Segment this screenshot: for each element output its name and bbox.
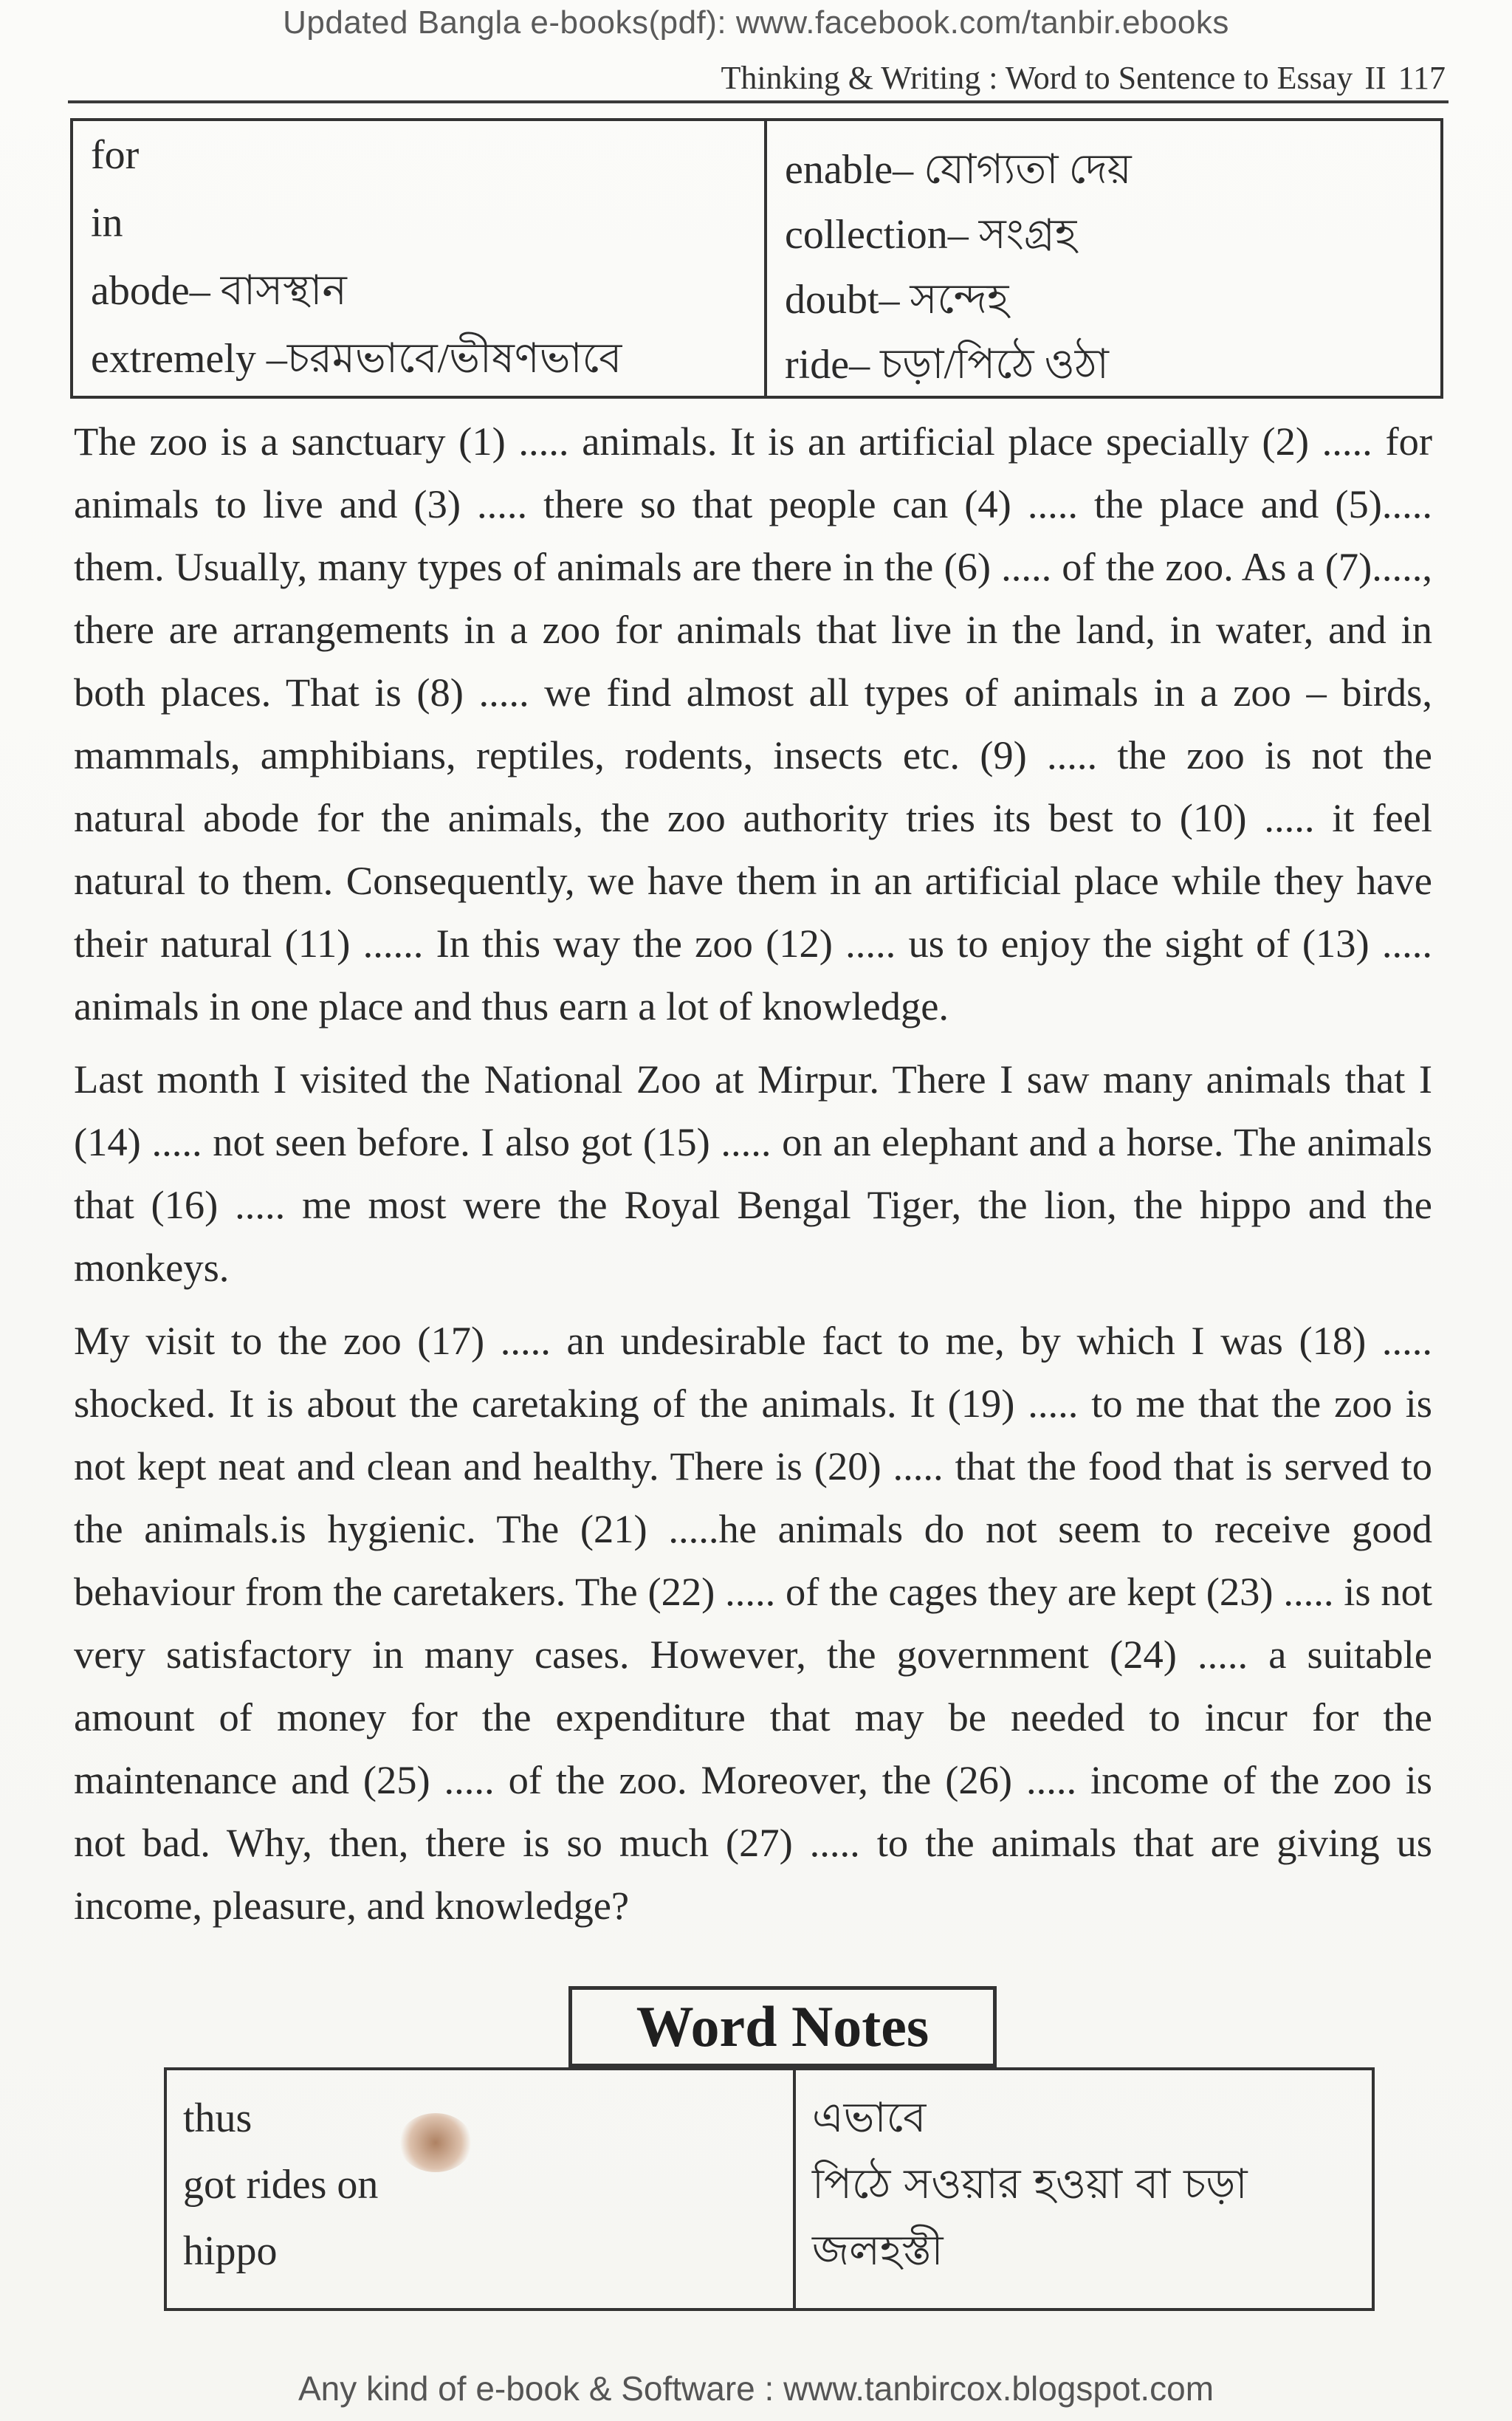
page-stain [399,2113,472,2172]
vocabulary-table [70,118,1443,399]
passage-paragraph: Last month I visited the National Zoo at Mirpur. There I saw many animals that I (14) ..... not seen before. I also got (15) ..... on an elephant and a horse. The animals that (16) ..... me most were the Royal Bengal Tiger, the lion, the hippo and the monkeys. [74,1057,1432,1290]
top-banner: Updated Bangla e-books(pdf): www.facebook.com/tanbir.ebooks [283,4,1229,41]
passage-paragraph: My visit to the zoo (17) ..... an undesirable fact to me, by which I was (18) ..... shocked. It is about the caretaking of the animals. It (19) ..... to me that the zoo is not kept neat and clean and healthy. There is (20) ..... that the food that is served to the animals.is hygienic. The (21) .....he animals do not seem to receive good behaviour from the caretakers. The (22) ..... of the cages they are kept (23) ..... is not very satisfactory in many cases. However, the government (24) ..... a suitable amount of money for the expenditure that may be needed to incur for the maintenance and (25) ..... of the zoo. Moreover, the (26) ..... income of the zoo is not bad. Why, then, there is so much (27) ..... to the animals that are giving us income, pleasure, and knowledge? [74,1318,1432,1928]
vocabulary-left-column [73,121,767,396]
word-note-term: thus [183,2095,252,2141]
bottom-banner: Any kind of e-book & Software : www.tanbircox.blogspot.com [298,2369,1214,2408]
vocabulary-item: doubt– সন্দেহ [785,277,1009,323]
vocabulary-item: collection– সংগ্রহ [785,212,1077,258]
word-note-meaning: জলহস্তী [812,2227,944,2275]
word-note-term: got rides on [183,2162,379,2208]
page-number: 117 [1398,60,1446,96]
vocabulary-item: abode– বাসস্থান [91,268,347,314]
vocabulary-item: extremely –চরমভাবে/ভীষণভাবে [91,336,622,382]
vocabulary-item: enable– যোগ্যতা দেয় [785,147,1132,193]
vocabulary-right-column [767,121,1440,396]
word-notes-right-column [796,2070,1372,2308]
vocabulary-item: for [91,132,140,178]
vocabulary-item: ride– চড়া/পিঠে ওঠা [785,342,1109,388]
running-head [721,59,1446,97]
vocabulary-item: in [91,200,123,246]
word-notes-table [164,2067,1375,2311]
word-notes-left-column [167,2070,796,2308]
running-head-separator: II [1364,60,1386,96]
word-note-meaning: পিঠে সওয়ার হওয়া বা চড়া [812,2160,1248,2208]
word-note-meaning: এভাবে [812,2094,927,2142]
passage-paragraph: The zoo is a sanctuary (1) ..... animals. It is an artificial place specially (2) ..... for animals to live and (3) ..... there so that people can (4) ..... the place and (5)..... them. Usually, many types of animals are there in the (6) ..... of the zoo. As a (7)....., there are arrangements in a zoo for animals that live in the land, in water, and in both places. That is (8) ..... we find almost all types of animals in a zoo – birds, mammals, amphibians, reptiles, rodents, insects etc. (9) ..... the zoo is not the natural abode for the animals, the zoo authority tries its best to (10) ..... it feel natural to them. Consequently, we have them in an artificial place while they have their natural (11) ...... In this way the zoo (12) ..... us to enjoy the sight of (13) ..... animals in one place and thus earn a lot of knowledge. [74,419,1432,1029]
word-note-term: hippo [183,2228,278,2274]
running-head-title: Thinking & Writing : Word to Sentence to Essay [721,60,1353,96]
word-notes-heading: Word Notes [568,1986,997,2067]
header-rule [68,100,1449,103]
cloze-passage [74,410,1432,1947]
